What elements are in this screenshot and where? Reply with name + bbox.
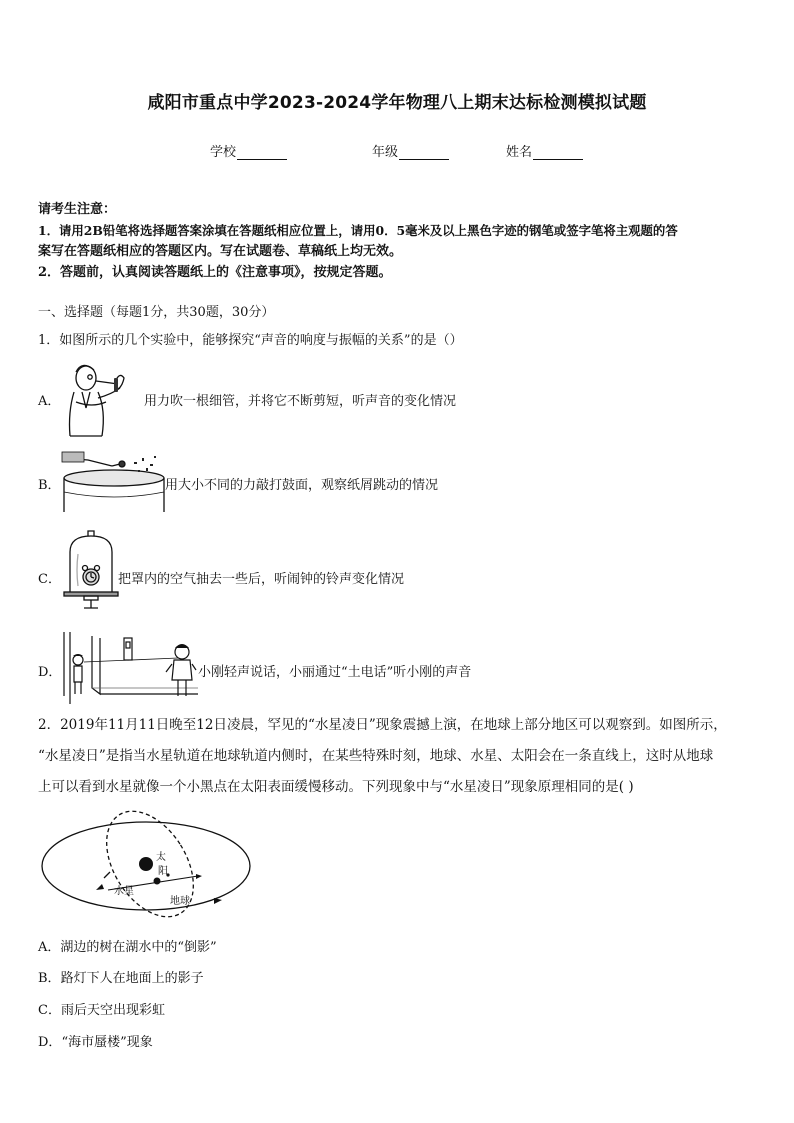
label-sun-1: 太 bbox=[156, 852, 166, 863]
school-label: 学校 bbox=[210, 145, 237, 160]
q1-stem: 1．如图所示的几个实验中，能够探究“声音的响度与振幅的关系”的是（） bbox=[38, 333, 463, 348]
notice-heading: 请考生注意： bbox=[38, 202, 117, 217]
q2-option-b-label: B． bbox=[38, 971, 61, 986]
q1-option-c-text[interactable]: 把罩内的空气抽去一些后，听闹钟的铃声变化情况 bbox=[118, 572, 405, 587]
section-heading: 一、选择题（每题1分，共30题，30分） bbox=[38, 305, 275, 320]
school-blank[interactable] bbox=[237, 146, 287, 160]
label-mercury: 水星 bbox=[114, 886, 134, 897]
grade-blank[interactable] bbox=[399, 146, 449, 160]
sun-dot bbox=[139, 857, 153, 871]
q1-option-d-label[interactable]: D． bbox=[38, 665, 62, 680]
q2-option-c-text: 雨后天空出现彩虹 bbox=[60, 1003, 165, 1018]
q2-option-d-text: “海市蜃楼”现象 bbox=[61, 1035, 153, 1050]
name-field[interactable] bbox=[506, 141, 583, 160]
q1-option-b-label[interactable]: B． bbox=[38, 478, 61, 493]
grade-label: 年级 bbox=[372, 145, 399, 160]
mercury-dot bbox=[154, 878, 161, 885]
q1-option-c-figure-bell-jar-clock bbox=[62, 530, 120, 610]
notice-item-2: 2．答题前，认真阅读答题纸上的《注意事项》，按规定答题。 bbox=[38, 265, 392, 280]
school-field[interactable] bbox=[210, 141, 287, 160]
q1-option-c-label[interactable]: C． bbox=[38, 572, 61, 587]
label-sun-2: 阳 bbox=[158, 866, 168, 877]
grade-field[interactable] bbox=[372, 141, 449, 160]
q1-option-d-text[interactable]: 小刚轻声说话，小丽通过“土电话”听小刚的声音 bbox=[198, 665, 472, 680]
label-earth: 地球 bbox=[170, 896, 190, 907]
q1-option-b-figure-drum-with-paper-bits bbox=[62, 452, 166, 514]
q2-figure-orbit-diagram bbox=[38, 812, 254, 920]
page-title: 咸阳市重点中学2023-2024学年物理八上期末达标检测模拟试题 bbox=[147, 93, 647, 113]
q1-option-b-text[interactable]: 用大小不同的力敲打鼓面，观察纸屑跳动的情况 bbox=[165, 478, 439, 493]
name-label: 姓名 bbox=[506, 145, 533, 160]
q2-option-c[interactable] bbox=[38, 999, 165, 1018]
q2-stem bbox=[38, 710, 758, 803]
notice-item-1-line-2: 案写在答题纸相应的答题区内。写在试题卷、草稿纸上均无效。 bbox=[38, 244, 403, 259]
notice-item-1-line-1: 1．请用2B铅笔将选择题答案涂填在答题纸相应位置上，请用0．5毫米及以上黑色字迹的钢笔或签字笔将主观题的答 bbox=[38, 223, 678, 238]
q1-option-a-figure-person-blowing-tube bbox=[62, 362, 142, 438]
q2-stem-line-2: “水星凌日”是指当水星轨道在地球轨道内侧时，在某些特殊时刻，地球、水星、太阳会在一条直线上，这时从地球 bbox=[38, 748, 714, 764]
name-blank[interactable] bbox=[533, 146, 583, 160]
q2-stem-line-3: 上可以看到水星就像一个小黑点在太阳表面缓慢移动。下列现象中与“水星凌日”现象原理相同的是( ) bbox=[38, 779, 634, 795]
q1-option-a-label[interactable]: A． bbox=[38, 394, 61, 409]
q2-option-d-label: D． bbox=[38, 1035, 62, 1050]
q1-option-d-figure-string-telephone bbox=[62, 630, 198, 706]
q2-option-b-text: 路灯下人在地面上的影子 bbox=[60, 971, 204, 986]
q2-option-d[interactable] bbox=[38, 1031, 153, 1050]
q2-option-a-text: 湖边的树在湖水中的“倒影” bbox=[60, 940, 217, 955]
q2-stem-line-1: 2．2019年11月11日晚至12日凌晨，罕见的“水星凌日”现象震撼上演，在地球上部分地区可以观察到。如图所示， bbox=[38, 717, 727, 733]
q2-option-b[interactable] bbox=[38, 967, 204, 986]
q2-option-c-label: C． bbox=[38, 1003, 61, 1018]
q1-option-a-text[interactable]: 用力吹一根细管，并将它不断剪短，听声音的变化情况 bbox=[144, 394, 457, 409]
q2-option-a[interactable] bbox=[38, 936, 217, 955]
q2-option-a-label: A． bbox=[38, 940, 61, 955]
